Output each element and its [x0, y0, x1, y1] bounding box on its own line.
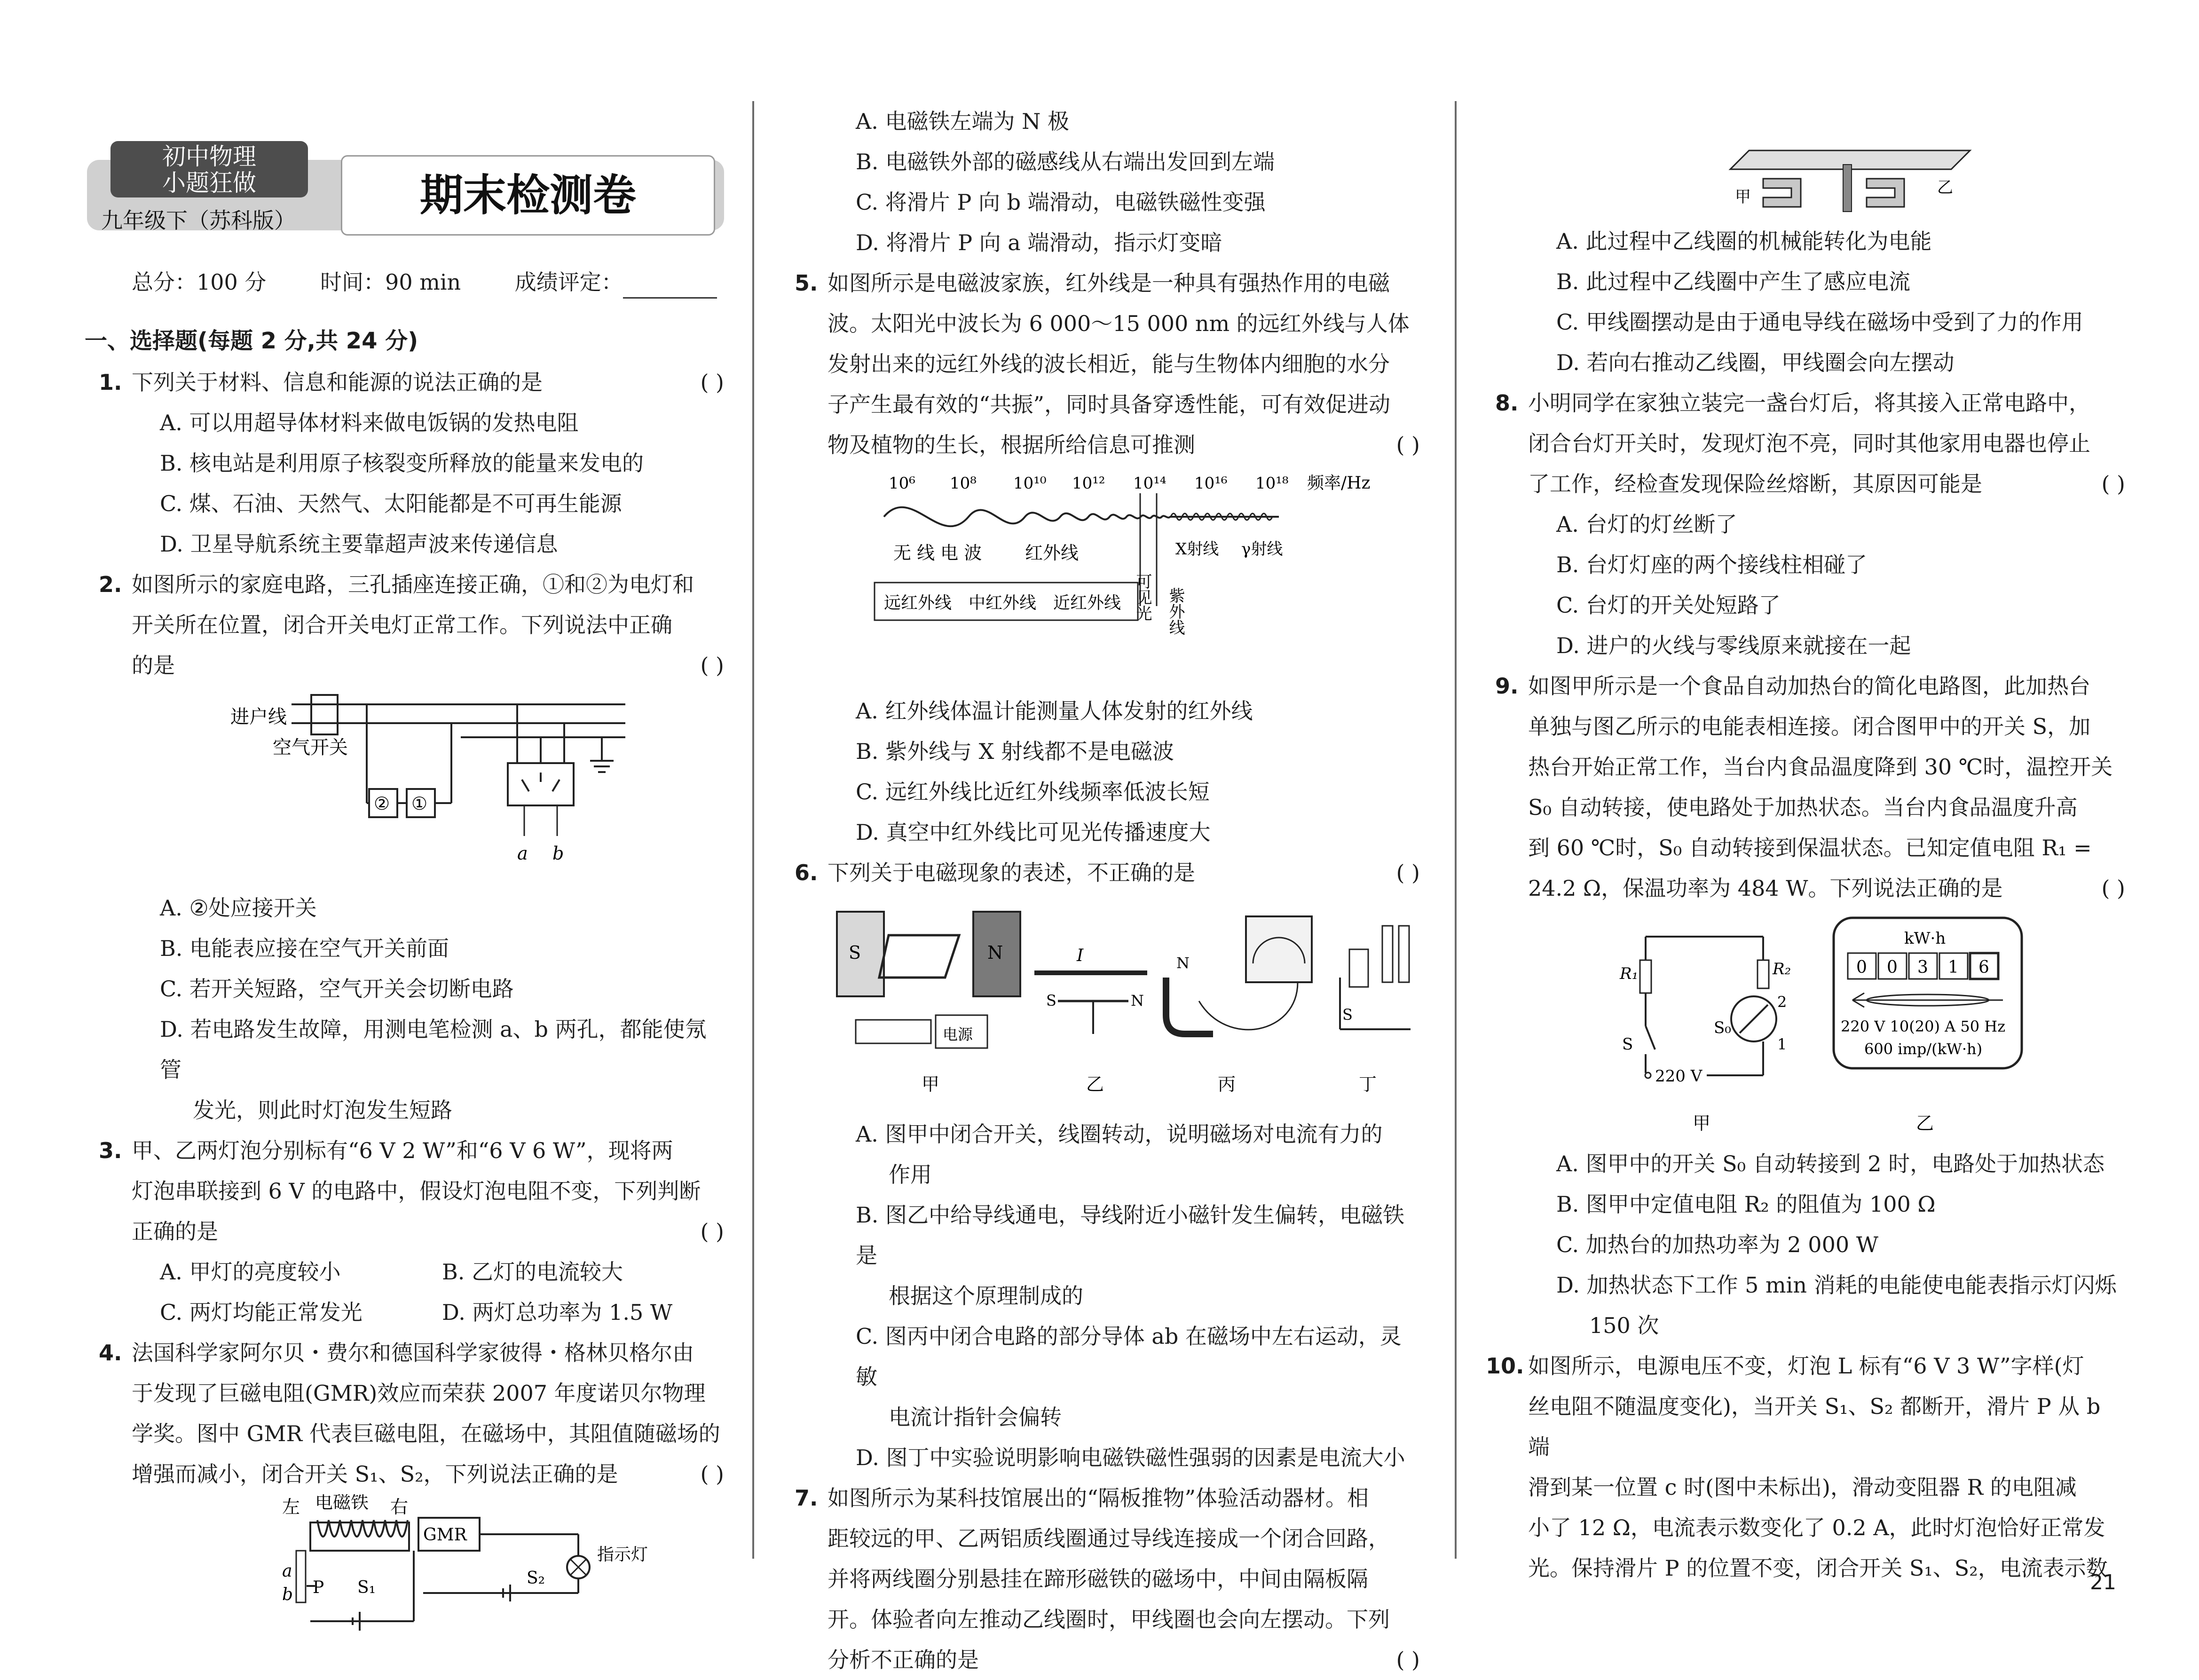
question-stem: 分析不正确的是: [828, 1647, 979, 1672]
question-number: 3.: [99, 1138, 122, 1163]
option-c: C. 加热台的加热功率为 2 000 W: [1556, 1232, 1879, 1257]
horseshoe-magnet: [1166, 978, 1213, 1034]
label-gmr: GMR: [423, 1525, 467, 1545]
question-number: 2.: [99, 572, 122, 597]
label-hole-b: b: [552, 843, 564, 864]
figure-em-phenomena: [828, 893, 1420, 1114]
label-p: P: [313, 1578, 324, 1597]
column-left: [99, 362, 724, 1631]
tick-label: 10⁶: [889, 474, 915, 493]
question-9: [1495, 666, 2125, 1346]
label-contact-1: 1: [1777, 1035, 1787, 1053]
option-b: B. 此过程中乙线圈中产生了感应电流: [1556, 269, 1911, 294]
label-220v: 220 V: [1655, 1067, 1702, 1086]
switch-s: [1646, 1026, 1655, 1049]
label-infrared: 红外线: [1025, 543, 1079, 563]
label-r1: R₁: [1620, 964, 1639, 983]
label-visible: 可见光: [1133, 573, 1152, 621]
tick-label: 10¹⁸: [1255, 474, 1289, 493]
label-mid-ir: 中红外线: [969, 593, 1037, 613]
option-d: D. 加热状态下工作 5 min 消耗的电能使电能表指示灯闪烁: [1556, 1272, 2117, 1298]
question-stem: 灯泡串联接到 6 V 的电路中，假设灯泡电阻不变，下列判断: [132, 1178, 701, 1204]
grade-eval: [515, 269, 717, 295]
label-n: N: [1176, 954, 1190, 972]
option-a: A. 红外线体温计能测量人体发射的红外线: [856, 698, 1253, 724]
book-tag-line1: 初中物理: [162, 143, 256, 170]
rheostat: [1349, 949, 1368, 987]
option-d-cont: 150 次: [1589, 1313, 1659, 1338]
option-d: D. 若向右推动乙线圈，甲线圈会向左摆动: [1556, 350, 1955, 375]
answer-bracket: ( ): [700, 370, 724, 395]
label-n: N: [987, 942, 1003, 963]
option-b: B. 图甲中定值电阻 R₂ 的阻值为 100 Ω: [1556, 1191, 1936, 1217]
option-a: A. ②处应接开关: [160, 895, 317, 921]
coil: [879, 935, 959, 978]
question-stem: 波。太阳光中波长为 6 000～15 000 nm 的远红外线与人体: [828, 311, 1410, 336]
question-stem: 了工作，经检查发现保险丝熔断，其原因可能是: [1528, 471, 1982, 497]
meter-digit: 1: [1948, 958, 1959, 977]
label-left: 左: [282, 1497, 300, 1517]
meter-digit: 3: [1917, 958, 1928, 977]
option-b: B. 紫外线与 X 射线都不是电磁波: [856, 739, 1174, 764]
label-radio: 无 线 电 波: [893, 543, 982, 563]
tick-label: 10⁸: [950, 474, 977, 493]
label-far-ir: 远红外线: [884, 593, 952, 613]
question-stem: 如图所示是电磁波家族，红外线是一种具有强热作用的电磁: [828, 270, 1390, 296]
label-fig-yi: 乙: [1086, 1074, 1104, 1095]
electromagnet-2: [1399, 926, 1409, 982]
question-stem: 如图甲所示是一个食品自动加热台的简化电路图，此加热台: [1528, 673, 2090, 699]
label-s: S: [849, 942, 861, 963]
partition: [1843, 165, 1852, 212]
question-stem: 发射出来的远红外线的波长相近，能与生物体内细胞的水分: [828, 351, 1390, 377]
question-stem: 开。体验者向左推动乙线圈时，甲线圈也会向左摆动。下列: [828, 1607, 1390, 1632]
question-2: [99, 564, 724, 1130]
option-d: D. 若电路发生故障，用测电笔检测 a、b 两孔，都能使氖管: [160, 1017, 707, 1082]
question-number: 9.: [1495, 673, 1519, 699]
grade-eval-label: 成绩评定：: [514, 269, 623, 295]
figure-heater-circuit: [1528, 908, 2125, 1144]
label-jia: 甲: [1735, 188, 1751, 206]
axis-label-frequency: 频率/Hz: [1307, 473, 1371, 493]
label-fig-ding: 丁: [1359, 1074, 1377, 1095]
magnet-jia: [1763, 179, 1801, 207]
question-stem: 热台开始正常工作，当台内食品温度降到 30 ℃时，温控开关: [1528, 754, 2113, 780]
option-a: A. 甲灯的亮度较小: [160, 1259, 341, 1285]
meter-digit: 0: [1856, 958, 1867, 977]
option-c: C. 煤、石油、天然气、太阳能都是不可再生能源: [160, 491, 622, 516]
question-stem: 到 60 ℃时，S₀ 自动转接到保温状态。已知定值电阻 R₁ =: [1528, 835, 2092, 860]
answer-bracket: ( ): [2101, 471, 2125, 497]
tick-label: 10¹⁰: [1013, 474, 1047, 493]
label-hole-a: a: [517, 843, 528, 864]
column-right: [1486, 221, 2125, 1588]
question-number: 6.: [795, 860, 818, 885]
electromagnet-1: [1382, 926, 1393, 982]
question-stem: 小了 12 Ω，电流表示数变化了 0.2 A，此时灯泡恰好正常发: [1528, 1515, 2105, 1540]
section-heading: 一、选择题(每题 2 分,共 24 分): [85, 328, 418, 354]
option-d: D. 将滑片 P 向 a 端滑动，指示灯变暗: [856, 230, 1222, 255]
column-middle: [795, 101, 1420, 1680]
label-s: S: [1342, 1006, 1353, 1024]
label-fig-jia: 甲: [922, 1074, 940, 1095]
label-s: S: [1622, 1035, 1633, 1054]
label-indicator: 指示灯: [597, 1545, 648, 1564]
options-row: [132, 1252, 724, 1292]
figure-em-spectrum: [828, 465, 1420, 691]
option-c-cont: 电流计指针会偏转: [889, 1404, 1062, 1430]
option-a: A. 图甲中的开关 S₀ 自动转接到 2 时，电路处于加热状态: [1556, 1151, 2105, 1176]
option-d-cont: 发光，则此时灯泡发生短路: [193, 1097, 452, 1123]
option-a: A. 可以用超导体材料来做电饭锅的发热电阻: [160, 410, 579, 435]
meter-imp: 600 imp/(kW·h): [1864, 1040, 1983, 1058]
answer-bracket: ( ): [1396, 860, 1420, 885]
resistor-r1: [1640, 960, 1651, 993]
exam-meta: [132, 266, 764, 299]
option-c: C. 若开关短路，空气开关会切断电路: [160, 976, 514, 1002]
label-right: 右: [390, 1497, 409, 1517]
option-a: A. 台灯的灯丝断了: [1556, 512, 1737, 537]
answer-bracket: ( ): [700, 653, 724, 678]
question-stem: 滑到某一位置 c 时(图中未标出)，滑动变阻器 R 的电阻减: [1528, 1475, 2077, 1500]
question-stem: 并将两线圈分别悬挂在蹄形磁铁的磁场中，中间由隔板隔: [828, 1566, 1368, 1592]
figure-partition-push: [1716, 136, 1979, 216]
answer-bracket: ( ): [2101, 875, 2125, 901]
label-fig-jia: 甲: [1693, 1113, 1711, 1134]
magnet-yi: [1867, 179, 1904, 207]
question-8: [1495, 383, 2125, 666]
option-b: B. 电能表应接在空气开关前面: [160, 936, 449, 961]
options-row: [132, 1292, 724, 1333]
question-7: [795, 1478, 1420, 1680]
column-divider: [752, 101, 754, 1559]
em-phenomena-diagram: [828, 893, 1420, 1114]
question-number: 7.: [795, 1485, 818, 1511]
option-d: D. 卫星导航系统主要靠超声波来传递信息: [160, 531, 558, 557]
total-score: 总分：100 分: [132, 269, 267, 295]
label-n: N: [1131, 992, 1144, 1010]
question-number: 8.: [1495, 390, 1519, 416]
label-contact-2: 2: [1777, 993, 1787, 1011]
label-current: I: [1077, 946, 1084, 965]
label-position-1: ①: [411, 793, 428, 814]
question-stem: 开关所在位置，闭合开关电灯正常工作。下列说法中正确: [132, 612, 672, 638]
option-c: C. 甲线圈摆动是由于通电导线在磁场中受到了力的作用: [1556, 309, 2083, 335]
meter-rating: 220 V 10(20) A 50 Hz: [1841, 1017, 2006, 1035]
tick-label: 10¹⁴: [1133, 474, 1166, 493]
question-stem: 的是: [132, 653, 175, 678]
question-stem: 子产生最有效的“共振”，同时具备穿透性能，可有效促进动: [828, 392, 1391, 417]
answer-bracket: ( ): [1396, 1647, 1420, 1672]
label-a: a: [282, 1562, 292, 1581]
question-stem: 学奖。图中 GMR 代表巨磁电阻，在磁场中，其阻值随磁场的: [132, 1421, 720, 1446]
column-divider: [1455, 101, 1457, 1559]
answer-bracket: ( ): [700, 1219, 724, 1244]
label-gamma: γ射线: [1241, 540, 1283, 559]
book-tag: [110, 141, 308, 197]
question-4: [99, 1333, 724, 1631]
question-stem: 单独与图乙所示的电能表相连接。闭合图甲中的开关 S，加: [1528, 714, 2091, 739]
option-c: C. 将滑片 P 向 b 端滑动，电磁铁磁性变强: [856, 189, 1266, 215]
answer-bracket: ( ): [700, 1461, 724, 1487]
label-air-switch: 空气开关: [273, 737, 348, 758]
label-b: b: [282, 1585, 293, 1604]
question-stem: 光。保持滑片 P 的位置不变，闭合开关 S₁、S₂，电流表示数: [1528, 1555, 2108, 1581]
question-1: [99, 362, 724, 564]
grade-eval-blank: [623, 278, 717, 299]
label-s: S: [1046, 992, 1056, 1010]
rheostat: [296, 1551, 306, 1602]
header: [87, 141, 724, 249]
home-circuit-diagram: [132, 686, 724, 888]
meter-unit: kW·h: [1904, 929, 1946, 948]
option-d: D. 真空中红外线比可见光传播速度大: [856, 820, 1211, 845]
option-b: B. 图乙中给导线通电，导线附近小磁针发生偏转，电磁铁是: [856, 1202, 1405, 1268]
air-switch-box: [311, 695, 338, 734]
question-stem: 如图所示的家庭电路，三孔插座连接正确，①和②为电灯和: [132, 572, 694, 597]
label-uv: 紫外线: [1166, 587, 1185, 635]
figure-gmr-circuit: [132, 1494, 724, 1631]
option-d: D. 两灯总功率为 1.5 W: [442, 1300, 673, 1325]
gmr-circuit-diagram: [132, 1494, 724, 1631]
meter-digit: 0: [1887, 958, 1898, 977]
question-stem: 如图所示，电源电压不变，灯泡 L 标有“6 V 3 W”字样(灯: [1528, 1353, 2084, 1379]
label-incoming-line: 进户线: [230, 706, 287, 728]
option-b: B. 台灯灯座的两个接线柱相碰了: [1556, 552, 1868, 577]
heater-circuit-diagram: [1528, 908, 2125, 1144]
question-stem: 增强而减小，闭合开关 S₁、S₂，下列说法正确的是: [132, 1461, 618, 1487]
question-number: 10.: [1486, 1353, 1524, 1379]
question-stem: S₀ 自动转接，使电路处于加热状态。当台内食品温度升高: [1528, 795, 2078, 820]
question-10: [1486, 1346, 2125, 1588]
option-b: B. 电磁铁外部的磁感线从右端出发回到左端: [856, 149, 1275, 174]
meter-digit: 6: [1978, 958, 1989, 977]
question-stem: 下列关于材料、信息和能源的说法正确的是: [132, 370, 543, 395]
question-stem: 法国科学家阿尔贝・费尔和德国科学家彼得・格林贝格尔由: [132, 1340, 694, 1365]
question-stem: 丝电阻不随温度变化)，当开关 S₁、S₂ 都断开，滑片 P 从 b 端: [1528, 1394, 2101, 1459]
option-c: C. 图丙中闭合电路的部分导体 ab 在磁场中左右运动，灵敏: [856, 1324, 1402, 1389]
question-stem: 正确的是: [132, 1219, 218, 1244]
label-position-2: ②: [374, 793, 390, 814]
question-stem: 甲、乙两灯泡分别标有“6 V 2 W”和“6 V 6 W”，现将两: [132, 1138, 673, 1163]
figure-home-circuit: [132, 686, 724, 888]
option-c: C. 远红外线比近红外线频率低波长短: [856, 779, 1210, 805]
label-xray: X射线: [1175, 540, 1219, 559]
switch: [856, 1020, 931, 1043]
option-b: B. 乙灯的电流较大: [442, 1259, 623, 1285]
question-stem: 距较远的甲、乙两铝质线圈通过导线连接成一个闭合回路，: [828, 1526, 1390, 1551]
option-d: D. 进户的火线与零线原来就接在一起: [1556, 633, 1911, 658]
question-6: [795, 852, 1420, 1478]
label-s0: S₀: [1714, 1018, 1731, 1037]
label-source: 电源: [943, 1025, 973, 1043]
label-electromagnet: 电磁铁: [315, 1494, 369, 1513]
label-yi: 乙: [1937, 178, 1953, 197]
terminal: [1645, 1073, 1651, 1078]
tick-label: 10¹⁶: [1194, 474, 1228, 493]
question-number: 5.: [795, 270, 818, 296]
label-s2: S₂: [527, 1569, 545, 1588]
question-stem: 24.2 Ω，保温功率为 484 W。下列说法正确的是: [1528, 875, 2003, 901]
label-near-ir: 近红外线: [1053, 593, 1121, 613]
option-c: C. 台灯的开关处短路了: [1556, 592, 1781, 618]
wave-curve: [884, 507, 1279, 526]
grade-label: 九年级下（苏科版）: [101, 208, 296, 233]
resistor-r2: [1758, 960, 1769, 988]
question-stem: 小明同学在家独立装完一盏台灯后，将其接入正常电路中，: [1528, 390, 2090, 416]
page-number: 21: [2090, 1570, 2116, 1594]
option-d: D. 图丁中实验说明影响电磁铁磁性强弱的因素是电流大小: [856, 1445, 1405, 1470]
question-stem: 于发现了巨磁电阻(GMR)效应而荣获 2007 年度诺贝尔物理: [132, 1380, 706, 1406]
option-a-cont: 作用: [889, 1162, 932, 1187]
lead-wire: [1199, 982, 1298, 1030]
page-title: 期末检测卷: [341, 155, 715, 236]
question-number: 4.: [99, 1340, 122, 1365]
option-a: A. 电磁铁左端为 N 极: [856, 109, 1069, 134]
option-a: A. 图甲中闭合开关，线圈转动，说明磁场对电流有力的: [856, 1121, 1383, 1147]
time-limit: 时间：90 min: [320, 269, 461, 295]
question-number: 1.: [99, 370, 122, 395]
label-fig-yi: 乙: [1916, 1113, 1934, 1134]
option-a: A. 此过程中乙线圈的机械能转化为电能: [1556, 229, 1932, 254]
book-tag-line2: 小题狂做: [162, 169, 256, 197]
option-b-cont: 根据这个原理制成的: [889, 1283, 1083, 1309]
partition-push-diagram: [1716, 136, 1979, 216]
question-stem: 物及植物的生长，根据所给信息可推测: [828, 432, 1195, 457]
option-c: C. 两灯均能正常发光: [160, 1300, 363, 1325]
question-5: [795, 263, 1420, 852]
tick-label: 10¹²: [1072, 474, 1105, 493]
answer-bracket: ( ): [1396, 432, 1420, 457]
question-stem: 闭合台灯开关时，发现灯泡不亮，同时其他家用电器也停止: [1528, 431, 2090, 456]
three-hole-socket: [508, 763, 574, 805]
label-fig-bing: 丙: [1218, 1074, 1236, 1095]
question-stem: 下列关于电磁现象的表述，不正确的是: [828, 860, 1195, 885]
label-r2: R₂: [1773, 960, 1791, 978]
question-stem: 如图所示为某科技馆展出的“隔板推物”体验活动器材。相: [828, 1485, 1369, 1511]
em-spectrum-diagram: [828, 465, 1420, 691]
option-b: B. 核电站是利用原子核裂变所释放的能量来发电的: [160, 450, 644, 476]
label-s1: S₁: [357, 1578, 376, 1597]
question-3: [99, 1130, 724, 1333]
galvanometer: [1246, 916, 1312, 982]
